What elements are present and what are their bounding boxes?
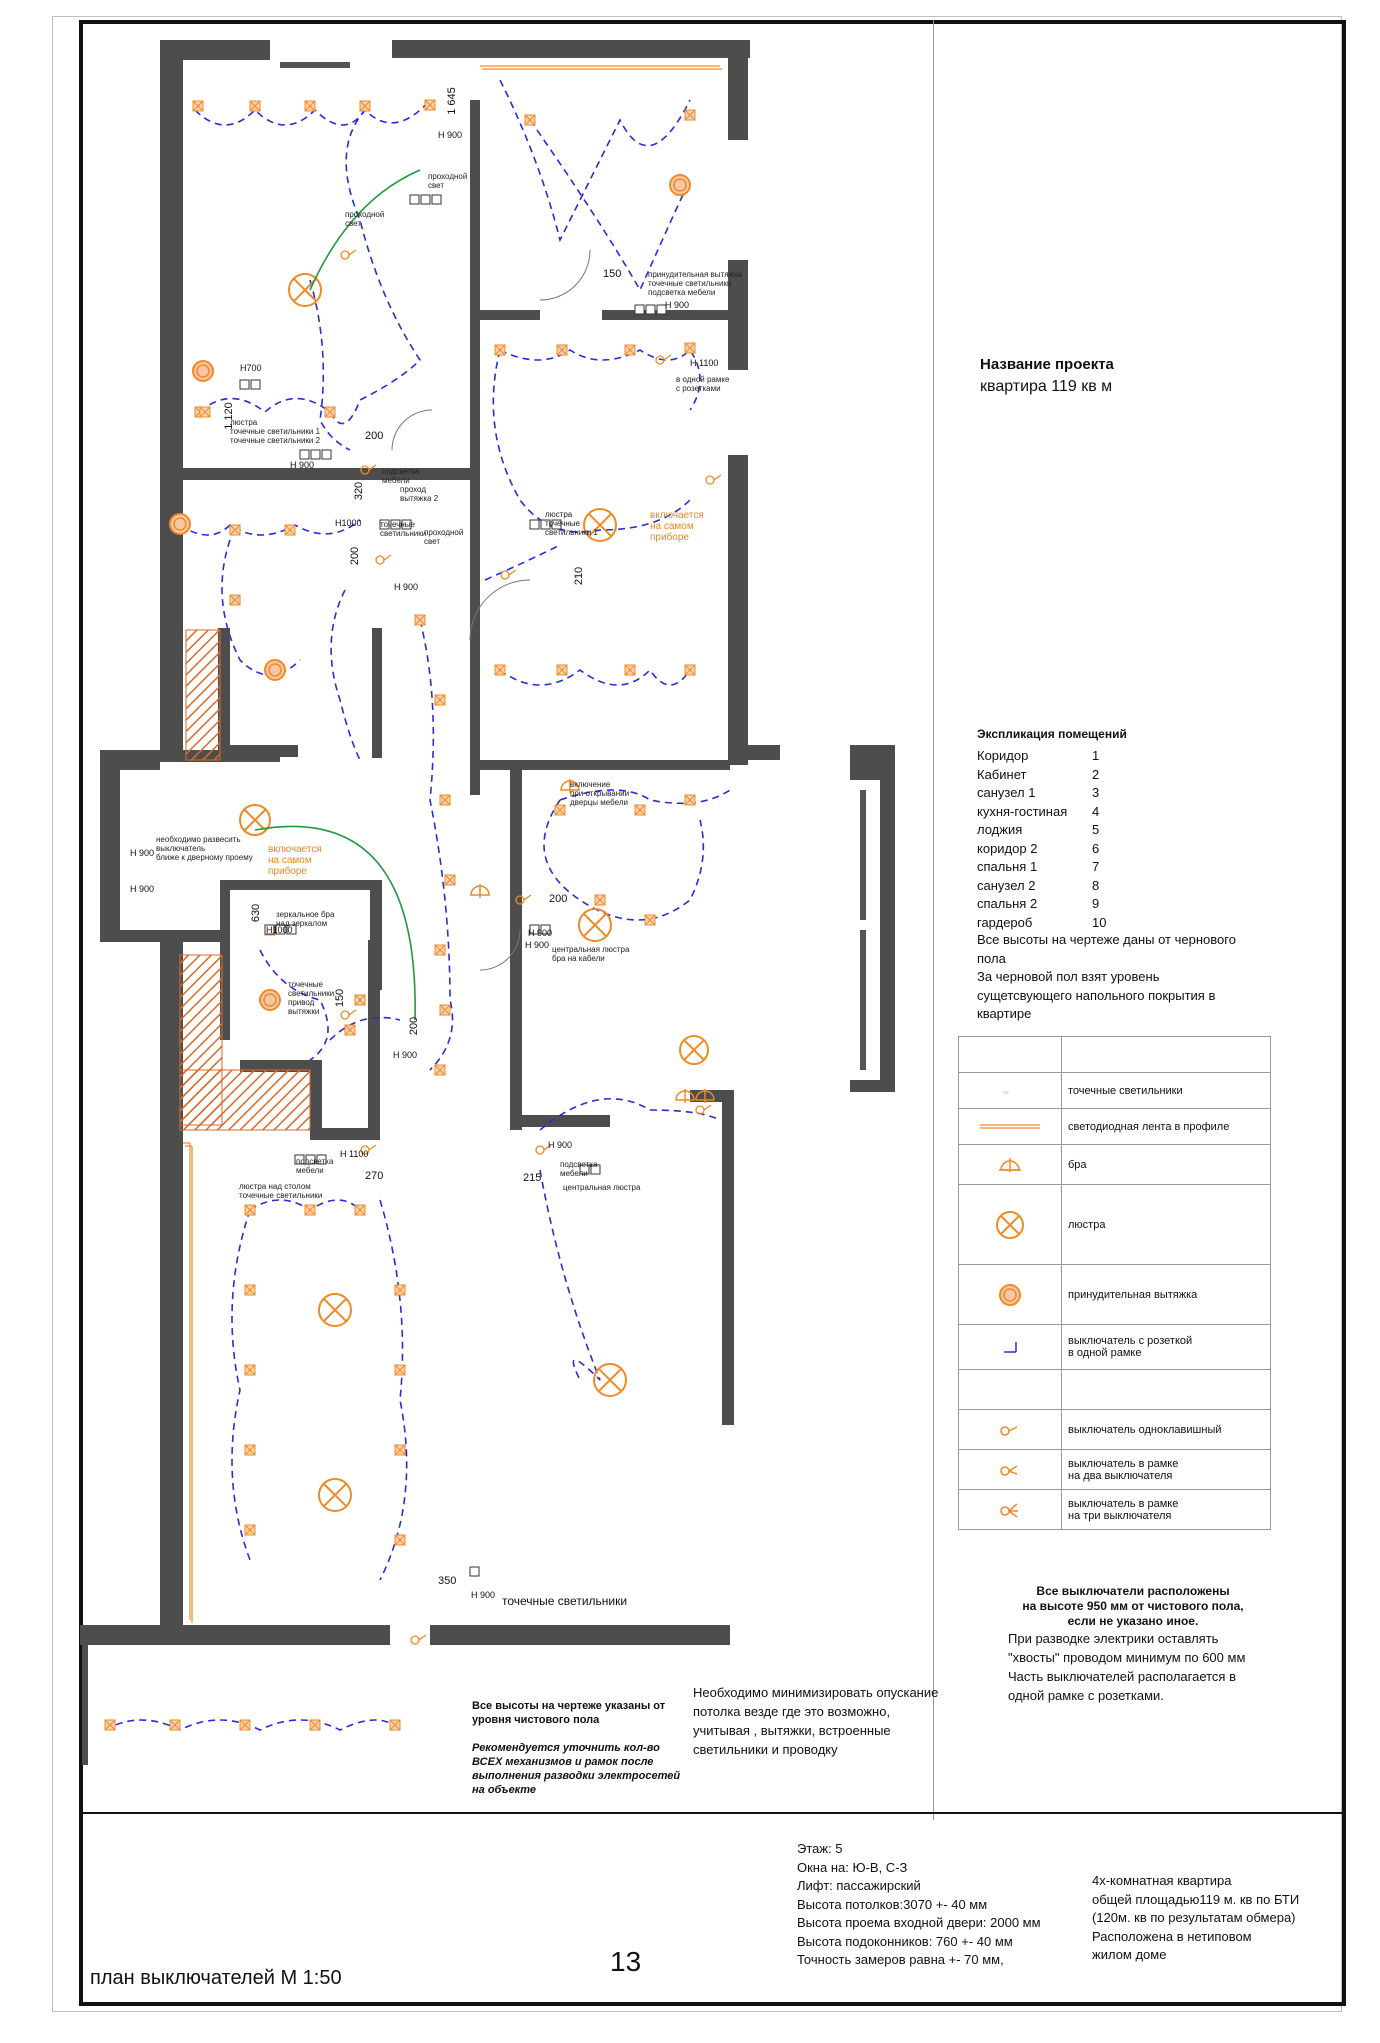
dimension-label: 200: [408, 1016, 421, 1036]
fixture-label: подсветка мебели: [296, 1157, 334, 1175]
explication-title: Экспликация помещений: [977, 727, 1127, 741]
fixture-label: проход вытяжка 2: [400, 485, 439, 503]
wall: [850, 1080, 895, 1092]
spot-light-icon: [360, 101, 370, 111]
chandelier-icon: [594, 1364, 626, 1396]
dimension-label: 210: [573, 566, 586, 586]
room-name: гардероб: [977, 914, 1033, 930]
room-row: [977, 784, 1122, 803]
spot-light-icon: [390, 1720, 400, 1730]
switch-icon: [376, 555, 391, 564]
legend-label: выключатель с розеткой в одной рамке: [1062, 1325, 1271, 1370]
fact-line: Высота потолков:3070 +- 40 мм: [797, 1896, 988, 1912]
spot-light-icon: [325, 407, 335, 417]
wall: [310, 1060, 322, 1130]
building-facts: [797, 1840, 1041, 1970]
exhaust-icon: [959, 1265, 1062, 1325]
legend-label-cell: [1062, 1370, 1271, 1410]
dimension-label: Н 900: [528, 928, 553, 938]
fixture-label: подсветка мебели: [560, 1160, 598, 1178]
spot-light-icon: [557, 345, 567, 355]
room-row: [977, 821, 1122, 840]
spot-light-icon: [395, 1535, 405, 1545]
wall: [100, 750, 120, 940]
height-note: Все высоты на чертеже даны от чернового пола За черновой пол взят уровень сущетсвующего напольного покрытия в квартире: [977, 932, 1236, 1021]
dimension-label: Н1000: [335, 518, 362, 528]
wiring-note: При разводке электрики оставлять "хвосты" проводом минимум по 600 мм Часть выключателей располагается в одной рамке с розетками.: [1008, 1631, 1246, 1703]
dimension-label: 320: [353, 481, 366, 501]
spot-light-icon: [557, 665, 567, 675]
spot-light-icon: [435, 1065, 445, 1075]
dimension-label: Н 900: [393, 1050, 418, 1060]
chandelier-icon: [240, 805, 270, 835]
legend-label: выключатель в рамке на два выключателя: [1062, 1450, 1271, 1490]
room-row: [977, 840, 1122, 859]
spot-light-icon: [240, 1720, 250, 1730]
spot-light-icon: [395, 1365, 405, 1375]
room-list: [977, 747, 1122, 932]
spot-light-icon: [635, 805, 645, 815]
room-name: кухня-гостиная: [977, 803, 1068, 819]
spot-light-icon: [245, 1205, 255, 1215]
spot-light-icon: [310, 1720, 320, 1730]
page-number: 13: [610, 1946, 642, 1977]
dimension-label: 1 120: [222, 402, 235, 430]
room-number: 3: [1092, 785, 1100, 800]
chandelier-icon: [579, 909, 611, 941]
ceiling-note: Необходимо минимизировать опускание потолка везде где это возможно, учитывая , вытяжки, встроенные светильники и проводку: [693, 1685, 939, 1757]
wall: [392, 40, 750, 58]
dimension-label: Н1000: [266, 925, 293, 935]
switch-frame-icon: [410, 195, 441, 204]
legend-label: выключатель одноклавишный: [1062, 1410, 1271, 1450]
dimension-label: 630: [250, 903, 263, 923]
room-number: 6: [1092, 840, 1100, 856]
wire-run: [500, 80, 690, 240]
project-title: Название проекта: [980, 356, 1114, 373]
finish-floor-note: [472, 1685, 682, 1797]
switch-icon: [501, 570, 516, 579]
dimension-label: Н 1100: [340, 1149, 369, 1159]
wall: [728, 455, 748, 765]
dimension-label: 200: [365, 430, 384, 442]
room-number: 8: [1092, 877, 1100, 893]
dimension-label: 150: [334, 988, 347, 1008]
fixture-label: центральная люстра бра на кабели: [552, 945, 630, 963]
dimension-label: 1 645: [445, 87, 458, 115]
spot-light-icon: [685, 795, 695, 805]
dimension-label: Н700: [240, 363, 262, 373]
room-name: лоджия: [977, 822, 1023, 837]
spot-light-icon: [435, 945, 445, 955]
wardrobe-hatch: [186, 630, 220, 760]
wall: [80, 1625, 390, 1645]
exhaust-fan-icon: [193, 361, 213, 381]
spot-light-icon: [415, 615, 425, 625]
dimension-label: 200: [349, 546, 362, 566]
exhaust-fan-icon: [260, 990, 280, 1010]
spot-light-icon: [495, 345, 505, 355]
fact-line: Лифт: пассажирский: [797, 1878, 921, 1893]
legend-row: [959, 1410, 1271, 1450]
spot-light-icon: [645, 915, 655, 925]
legend-row: [959, 1109, 1271, 1145]
wire-run: [500, 670, 690, 685]
self-switch-note: включается на самом приборе: [268, 844, 322, 877]
switch-icon: [341, 1010, 356, 1019]
title-block-divider: [79, 1812, 1346, 1814]
fact-line: Высота подоконников: 760 +- 40 мм: [797, 1933, 1013, 1949]
spot-light-icon: [355, 1205, 365, 1215]
legend-row: [959, 1490, 1271, 1530]
wire-run: [232, 1210, 250, 1560]
wall: [372, 628, 382, 758]
spot-light-icon: [250, 101, 260, 111]
fact-line: Высота проема входной двери: 2000 мм: [797, 1915, 1041, 1930]
door-arc: [392, 410, 432, 450]
room-row: [977, 803, 1122, 822]
room-number: 7: [1092, 859, 1100, 874]
wire-run: [420, 620, 453, 1070]
spot-light-icon: [193, 101, 203, 111]
sconce-icon: [471, 884, 489, 898]
wire-run: [530, 120, 690, 290]
dimension-label: 200: [549, 893, 568, 905]
switch-socket-icon: [959, 1325, 1062, 1370]
wire-run: [200, 110, 420, 424]
dimension-label: 150: [603, 268, 622, 280]
wall: [160, 468, 480, 480]
fixture-label: точечные светильники: [380, 520, 427, 538]
room-name: санузел 2: [977, 877, 1036, 893]
fixture-label: в одной рамке с розетками: [676, 375, 730, 393]
spot-light-icon: [230, 595, 240, 605]
spot-light-icon: [355, 995, 365, 1005]
fixture-label: включение при открывании дверцы мебели: [570, 780, 630, 807]
chandelier-icon: [289, 274, 321, 306]
legend-table: [958, 1036, 1271, 1530]
fixture-label: проходной свет: [428, 172, 468, 190]
room-row: [977, 914, 1122, 933]
room-number: 4: [1092, 803, 1100, 819]
project-subtitle: квартира 119 кв м: [980, 378, 1113, 395]
chandelier-icon: [319, 1479, 351, 1511]
fixture-label: точечные светильники привод вытяжки: [288, 980, 335, 1016]
room-row: [977, 877, 1122, 896]
switch-frame-icon: [300, 450, 331, 459]
wire-run: [222, 540, 300, 675]
dimension-label: Н 900: [130, 884, 155, 894]
fixture-label: зеркальное бра над зеркалом: [276, 910, 335, 928]
wire-run: [331, 590, 360, 760]
wall: [510, 1115, 610, 1127]
window: [860, 930, 866, 1070]
room-name: спальня 2: [977, 896, 1038, 911]
spot-light-icon: [440, 1005, 450, 1015]
spot-light-icon: [595, 895, 605, 905]
double-switch-icon: [959, 1450, 1062, 1490]
legend-header-row: [959, 1037, 1271, 1073]
wall: [160, 40, 183, 750]
wall: [160, 40, 270, 60]
spot-light-icon: [425, 100, 435, 110]
room-row: [977, 766, 1122, 785]
svg-text:∞: ∞: [1003, 1087, 1009, 1097]
window: [860, 790, 866, 920]
chandelier-icon: [319, 1294, 351, 1326]
wire-run: [540, 1170, 600, 1380]
fixture-label: подсветка мебели: [382, 467, 420, 485]
room-row: [977, 747, 1122, 766]
dimension-label: 215: [523, 1172, 542, 1184]
wall: [880, 745, 895, 1080]
wire-run: [485, 545, 560, 580]
legend-label-cell: [1062, 1037, 1271, 1073]
wire-run: [330, 1018, 400, 1041]
chandelier-icon: [680, 1036, 708, 1064]
legend-row: [959, 1073, 1271, 1109]
switch-frame-icon: [470, 1567, 479, 1576]
sconce-icon: [959, 1145, 1062, 1185]
fact-line: Окна на: Ю-В, С-З: [797, 1859, 908, 1875]
chandelier-icon: [959, 1185, 1062, 1265]
legend-label: бра: [1062, 1145, 1271, 1185]
room-name: спальня 1: [977, 859, 1038, 874]
spot-light-icon: [685, 665, 695, 675]
spot-light-icon: [305, 1205, 315, 1215]
finish-floor-note-line1: Все высоты на чертеже указаны от уровня чистового пола: [472, 1700, 666, 1726]
spot-light-icon: [395, 1445, 405, 1455]
room-number: 9: [1092, 896, 1100, 911]
spot-light-icon: [245, 1365, 255, 1375]
spot-light-icon: [345, 1025, 355, 1035]
wall: [470, 760, 730, 770]
spot-light-icon: [170, 1720, 180, 1730]
apartment-info: 4х-комнатная квартира общей площадью119 м. кв по БТИ (120м. кв по результатам обмера) Расположена в нетиповом жилом доме: [1092, 1873, 1300, 1962]
spot-light-icon: [245, 1445, 255, 1455]
legend-row: [959, 1185, 1271, 1265]
dimension-label: 270: [365, 1170, 384, 1182]
wire-run: [180, 520, 360, 535]
legend-label: выключатель в рамке на три выключателя: [1062, 1490, 1271, 1530]
wire-run: [380, 1200, 407, 1580]
switch-frame-icon: [240, 380, 260, 389]
window: [280, 62, 350, 68]
room-number: 5: [1092, 822, 1100, 837]
spot-light-icon: [395, 1285, 405, 1295]
switch-height-note: Все выключатели расположены на высоте 950 мм от чистового пола, если не указано иное.: [1022, 1584, 1244, 1628]
triple-switch-icon: [959, 1490, 1062, 1530]
legend-label: люстра: [1062, 1185, 1271, 1265]
fact-line: Этаж: 5: [797, 1841, 843, 1856]
single-switch-icon: [959, 1410, 1062, 1450]
wall: [82, 1625, 88, 1765]
switch-icon: [411, 1635, 426, 1644]
fixture-label: проходной свет: [345, 210, 385, 228]
exhaust-fan-icon: [265, 660, 285, 680]
wall: [730, 745, 780, 760]
self-switch-note: включается на самом приборе: [650, 510, 704, 543]
dimension-label: 350: [438, 1575, 457, 1587]
door-arc: [540, 250, 590, 300]
spot-light-icon: [625, 665, 635, 675]
wire-run: [493, 350, 690, 532]
wall: [722, 1090, 734, 1425]
room-name: Кабинет: [977, 766, 1027, 782]
spot-light-icon: [555, 805, 565, 815]
room-row: [977, 858, 1122, 877]
wall: [510, 760, 522, 1130]
switch-icon: [341, 250, 356, 259]
spot-light-icon: [105, 1720, 115, 1730]
wardrobe-hatch: [180, 1070, 310, 1130]
dimension-label: Н 900: [525, 940, 550, 950]
spot-light-icon: [685, 110, 695, 120]
room-number: 1: [1092, 748, 1100, 763]
legend-empty-row: [959, 1370, 1271, 1410]
spot-light-icon: [245, 1525, 255, 1535]
spot-light-icon: [245, 1285, 255, 1295]
fixture-label: люстра точечные светильники 1: [545, 510, 598, 537]
wall: [470, 310, 540, 320]
frame-divider-vertical: [933, 20, 934, 1820]
legend-label: светодиодная лента в профиле: [1062, 1109, 1271, 1145]
legend-symbol-cell: [959, 1037, 1062, 1073]
dimension-label: Н 900: [290, 460, 315, 470]
room-row: [977, 895, 1122, 914]
switch-icon: [656, 355, 671, 364]
legend-row: [959, 1145, 1271, 1185]
spot-light-icon: [305, 101, 315, 111]
spot-lights-caption: точечные светильники: [502, 1594, 628, 1608]
fixture-label: проходной свет: [424, 528, 464, 546]
dimension-label: Н 900: [665, 300, 690, 310]
fixture-label: центральная люстра: [563, 1183, 641, 1192]
room-name: санузел 1: [977, 785, 1036, 800]
dimension-label: Н 900: [471, 1590, 496, 1600]
wire-run: [544, 800, 703, 920]
fact-line: Точность замеров равна +- 70 мм,: [797, 1952, 1004, 1967]
switch-frame-icon: [635, 305, 666, 314]
wall: [368, 940, 380, 1140]
wall: [218, 745, 298, 757]
led-strip-icon: [959, 1109, 1062, 1145]
spot-light-icon: [495, 665, 505, 675]
wire-run: [105, 1720, 400, 1730]
legend-row: [959, 1325, 1271, 1370]
wall: [602, 310, 748, 320]
finish-floor-note-line2: Рекомендуется уточнить кол-во ВСЕХ механизмов и рамок после выполнения разводки электросетей на объекте: [472, 1742, 681, 1796]
fixture-label: принудительная вытяжка точечные светильники подсветка мебели: [648, 270, 743, 297]
fixture-label: необходимо развесить выключатель ближе к дверному проему: [156, 835, 253, 862]
spot-light-icon: [230, 525, 240, 535]
exhaust-fan-icon: [670, 175, 690, 195]
spot-light-icon: [625, 345, 635, 355]
sheet-title: план выключателей М 1:50: [90, 1967, 342, 1989]
legend-symbol-cell: [959, 1370, 1062, 1410]
dimension-label: Н 900: [394, 582, 419, 592]
legend-row: [959, 1265, 1271, 1325]
spot-light-icon: [440, 795, 450, 805]
green-wire: [310, 170, 420, 290]
legend-row: [959, 1450, 1271, 1490]
wall: [470, 640, 480, 740]
spot-icon: [959, 1073, 1062, 1109]
dimension-label: Н 900: [130, 848, 155, 858]
exhaust-fan-icon: [170, 514, 190, 534]
room-number: 10: [1092, 914, 1107, 930]
dimension-label: Н 1100: [690, 358, 719, 368]
legend-label: точечные светильники: [1062, 1073, 1271, 1109]
dimension-label: Н 900: [548, 1140, 573, 1150]
spot-light-icon: [525, 115, 535, 125]
fixture-label: люстра точечные светильники 1 точечные светильники 2: [230, 418, 321, 445]
spot-light-icon: [285, 525, 295, 535]
spot-light-icon: [685, 343, 695, 353]
dimension-label: Н 900: [438, 130, 463, 140]
wall: [728, 40, 748, 140]
room-number: 2: [1092, 766, 1100, 782]
switch-icon: [706, 475, 721, 484]
spot-light-icon: [445, 875, 455, 885]
fixture-label: люстра над столом точечные светильники: [239, 1182, 323, 1200]
wall: [220, 880, 380, 890]
spot-light-icon: [435, 695, 445, 705]
wire-run: [500, 350, 700, 410]
legend-label: принудительная вытяжка: [1062, 1265, 1271, 1325]
room-name: коридор 2: [977, 840, 1038, 856]
room-name: Коридор: [977, 748, 1029, 763]
spot-light-icon: [200, 407, 210, 417]
wall: [430, 1625, 730, 1645]
